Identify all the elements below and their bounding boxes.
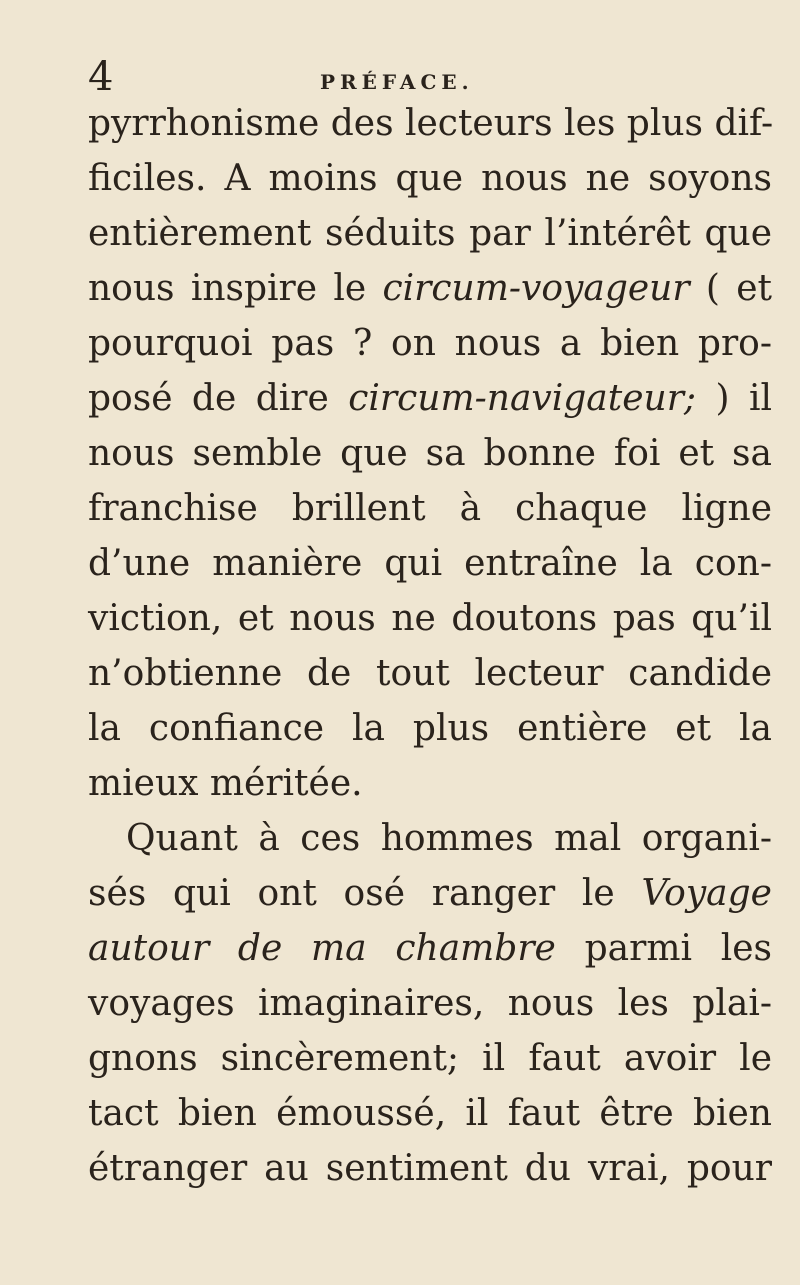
italic-segment: Voyage bbox=[641, 873, 772, 914]
text-segment: posé de dire bbox=[88, 378, 349, 419]
text-line bbox=[88, 261, 772, 316]
page-header bbox=[88, 50, 788, 100]
text-segment: sés qui ont osé ranger le bbox=[88, 873, 642, 914]
text-line: pyrrhonisme des lecteurs les plus dif- bbox=[88, 103, 774, 144]
text-line bbox=[88, 921, 772, 976]
text-line: gnons sincèrement; il faut avoir le bbox=[88, 1038, 772, 1079]
italic-segment: circum-navigateur; bbox=[348, 378, 697, 419]
text-line: étranger au sentiment du vrai, pour bbox=[88, 1148, 772, 1189]
text-line: voyages imaginaires, nous les plai- bbox=[88, 983, 772, 1024]
text-segment: parmi les bbox=[555, 928, 772, 969]
text-line: la confiance la plus entière et la bbox=[88, 708, 772, 749]
text-line: viction, et nous ne doutons pas qu’il bbox=[88, 598, 772, 639]
text-segment: ) il bbox=[696, 378, 772, 419]
text-line: tact bien émoussé, il faut être bien bbox=[88, 1093, 772, 1134]
text-line: n’obtienne de tout lecteur candide bbox=[88, 653, 772, 694]
text-line: pourquoi pas ? on nous a bien pro- bbox=[88, 323, 772, 364]
text-line bbox=[88, 866, 772, 921]
text-line: Quant à ces hommes mal organi- bbox=[126, 818, 772, 859]
text-line: franchise brillent à chaque ligne bbox=[88, 488, 772, 529]
italic-segment: circum-voyageur bbox=[382, 268, 690, 309]
body-text bbox=[88, 96, 772, 1196]
text-line: mieux méritée. bbox=[88, 763, 363, 804]
running-title: PRÉFACE. bbox=[320, 70, 474, 94]
text-line: d’une manière qui entraîne la con- bbox=[88, 543, 772, 584]
text-segment: ( et bbox=[689, 268, 772, 309]
text-segment: nous inspire le bbox=[88, 268, 383, 309]
text-line: entièrement séduits par l’intérêt que bbox=[88, 213, 772, 254]
text-line: ficiles. A moins que nous ne soyons bbox=[88, 158, 772, 199]
text-line: nous semble que sa bonne foi et sa bbox=[88, 433, 772, 474]
text-line bbox=[88, 371, 772, 426]
italic-segment: autour de ma chambre bbox=[88, 928, 556, 969]
page-number: 4 bbox=[88, 54, 114, 100]
